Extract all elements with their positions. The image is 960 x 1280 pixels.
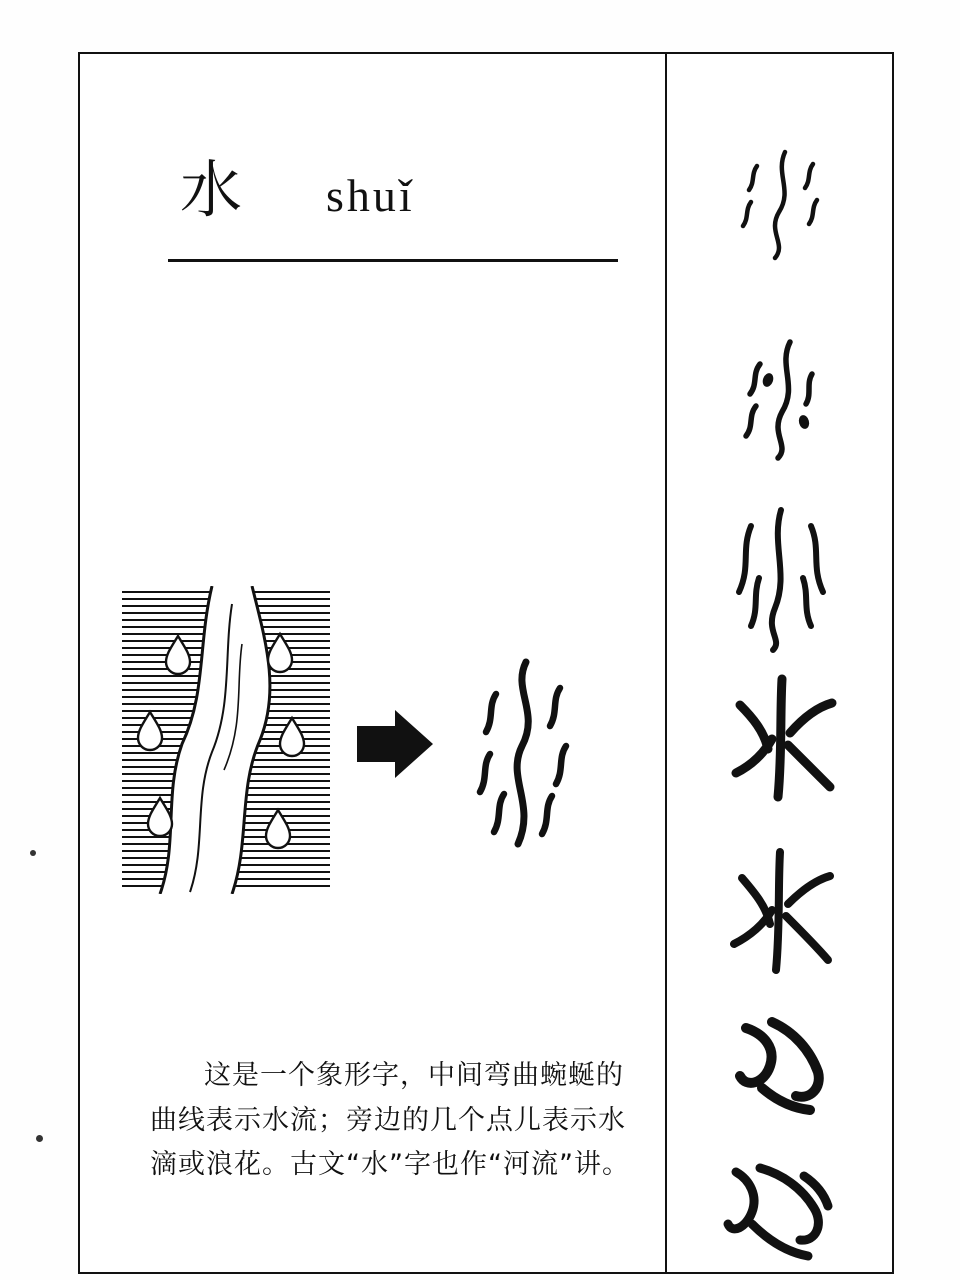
illustration-woodcut [120, 584, 350, 904]
script-evolution-column [667, 54, 894, 1272]
pinyin-label: shuǐ [326, 170, 415, 221]
oracle-bone-glyph-large [460, 654, 590, 854]
caption-text [150, 1054, 650, 1188]
glyph-bronze [667, 334, 894, 469]
glyph-cursive [667, 1154, 894, 1279]
glyph-clerical [667, 669, 894, 814]
title-underline [168, 259, 618, 262]
glyph-regular [667, 844, 894, 989]
glyph-oracle-bone [667, 144, 894, 269]
right-arrow-icon [355, 704, 435, 784]
ink-speck [30, 850, 36, 856]
title-row [180, 153, 600, 239]
glyph-running [667, 1004, 894, 1139]
caption-paragraph: 这是一个象形字，中间弯曲蜿蜒的曲线表示水流；旁边的几个点儿表示水滴或浪花。古文“水”字也作“河流”讲。 [150, 1060, 630, 1181]
page-title: 水 [180, 153, 245, 226]
main-panel [80, 54, 665, 1272]
ink-speck [36, 1135, 43, 1142]
page-frame [78, 52, 894, 1274]
glyph-seal [667, 504, 894, 659]
